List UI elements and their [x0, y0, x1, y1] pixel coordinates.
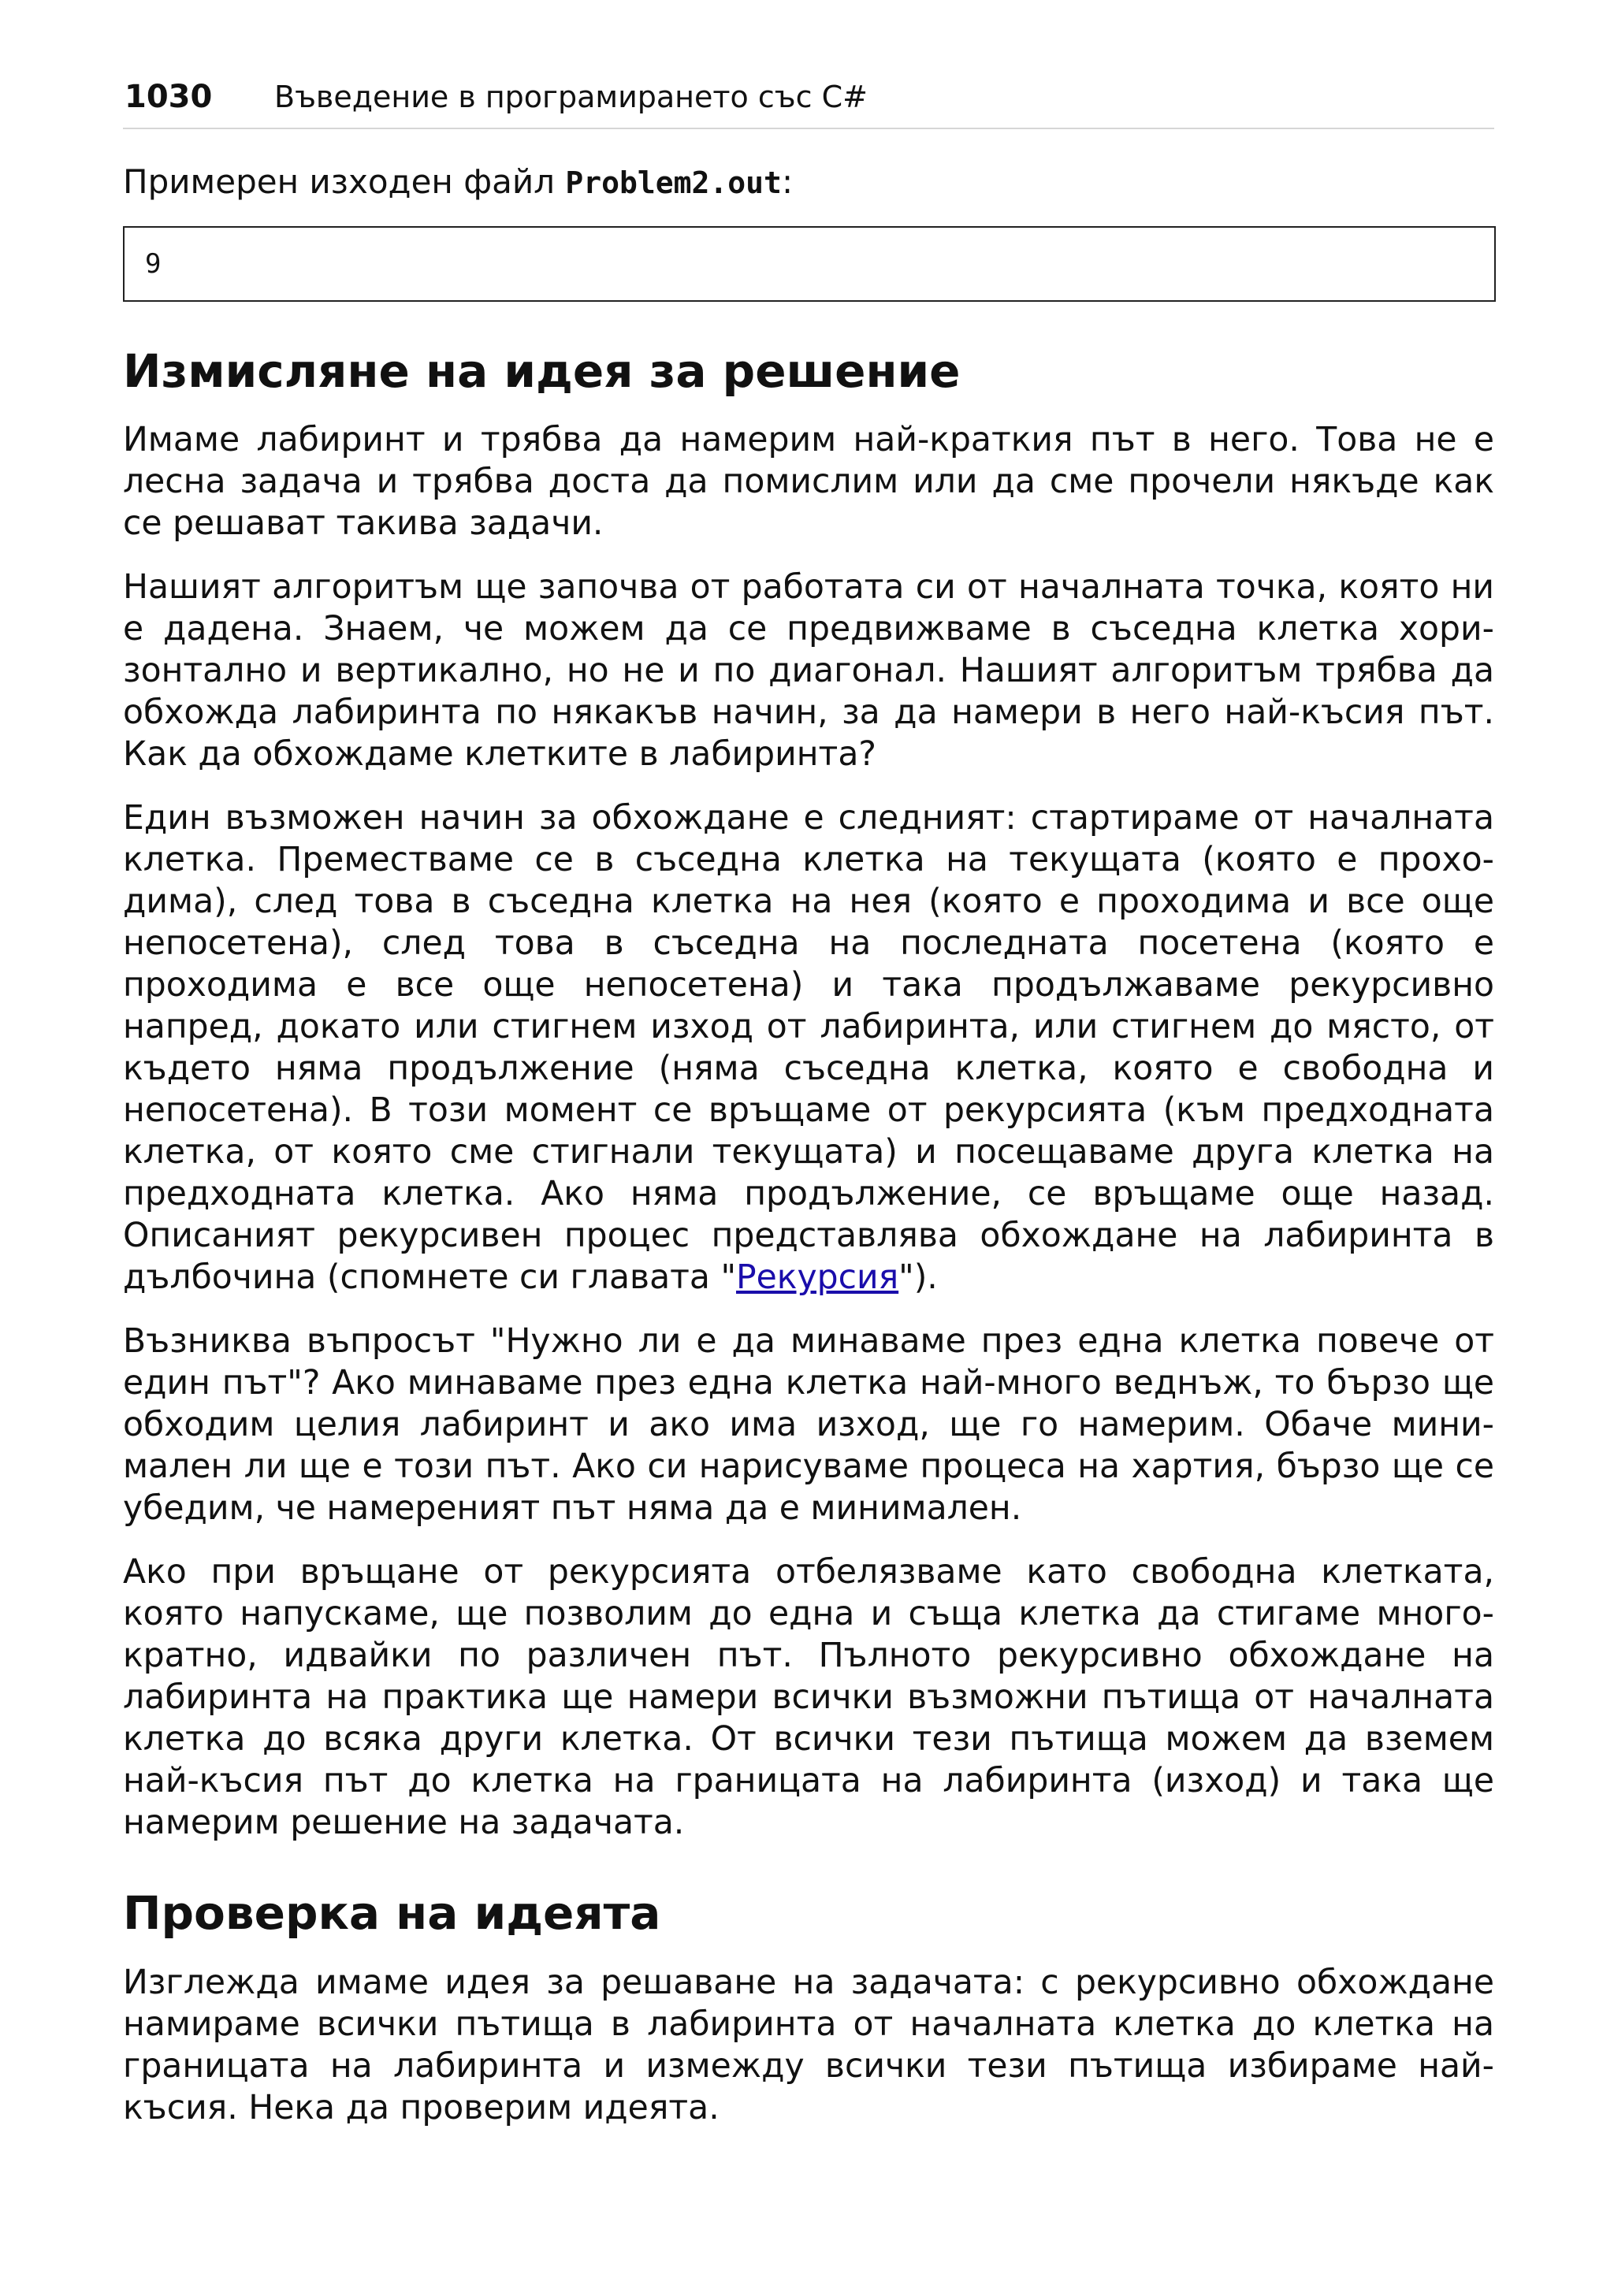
paragraph-full-traversal: Ако при връщане от рекурсията отбелязваме като свободна клетката, която напускаме, ще позволим до една и съща клетка да стигаме многократно, идвайки по различен път. Пълното рекурсивно обхождане на лабиринта на практика ще намери всички възможни пътища от началната клетка до всяка други клетка. От всички тези пътища можем да вземем най-късия път до клетка на границата на лабиринта (изход) и така ще намерим решение на задачата. — [123, 1553, 1494, 1843]
paragraph-question: Възниква въпросът "Нужно ли е да минаваме през една клетка повече от един път"? Ако минаваме през една клетка най-много веднъж, то бързо ще обходим целия лабиринт и ако има изход, ще го намерим. Обаче минимален ли ще е този път. Ако си нарисуваме процеса на хартия, бързо ще се убедим, че намереният път няма да е минимален. — [123, 1322, 1494, 1529]
recursion-chapter-link[interactable]: Рекурсия — [736, 1258, 899, 1298]
paragraph-check-idea: Изглежда имаме идея за решаване на задачата: с рекурсивно обхождане намираме всички пътища в лабиринта от началната клетка до клетка на границата на лабиринта и измежду всички тези пътища избираме най-късия. Нека да проверим идеята. — [123, 1963, 1494, 2127]
page-number: 1030 — [125, 79, 213, 115]
section-heading-check: Проверка на идеята — [123, 1886, 661, 1941]
paragraph-traversal — [123, 797, 1494, 1298]
traversal-text: Един възможен начин за обхождане е следният: стартираме от началната клетка. Преместваме се в съседна клетка на текущата (която е проходима), след това в съседна клетка на нея (която е проходима и все още непосетена), след това в съседна на последната посетена (която е проходима е все още непосетена) и така продължаваме рекурсивно напред, докато или стигнем изход от лабиринта, или стигнем до място, от където няма продължение (няма съседна клетка, която е свободна и непосетена). В този момент се връщаме от рекурсията (към предходната клетка, от която сме стигнали текущата) и посещаваме друга клетка на предходната клетка. Ако няма продължение, се връщаме още назад. Описаният рекурсивен процес представлява обхождане на лабиринта в дълбочина (спомнете си главата " — [123, 799, 1494, 1298]
paragraph-intro: Имаме лабиринт и трябва да намерим най-краткия път в него. Това не е лесна задача и трябва доста да помислим или да сме прочели някъде как се решават такива задачи. — [123, 421, 1494, 544]
section-heading-idea: Измисляне на идея за решение — [123, 344, 961, 398]
book-page — [123, 79, 1494, 2151]
sample-label-colon: : — [781, 162, 794, 201]
paragraph-algorithm-start: Нашият алгоритъм ще започва от работата си от началната точка, която ни е дадена. Знаем, че можем да се предвижваме в съседна клетка хоризонтално и вертикално, но не и по диагонал. Нашият алгоритъм трябва да обхожда лабиринта по някакъв начин, за да намери в него най-късия път. Как да обхождаме клетките в лабиринта? — [123, 568, 1494, 775]
running-header — [123, 79, 1494, 129]
book-title: Въведение в програмирането със C# — [274, 80, 868, 114]
sample-filename: Problem2.out — [565, 165, 782, 200]
sample-output-value: 9 — [145, 247, 162, 280]
sample-label-text: Примерен изходен файл — [123, 162, 566, 201]
traversal-text-end: "). — [898, 1258, 938, 1298]
sample-output-label — [123, 161, 1494, 204]
sample-output-box — [123, 226, 1496, 302]
